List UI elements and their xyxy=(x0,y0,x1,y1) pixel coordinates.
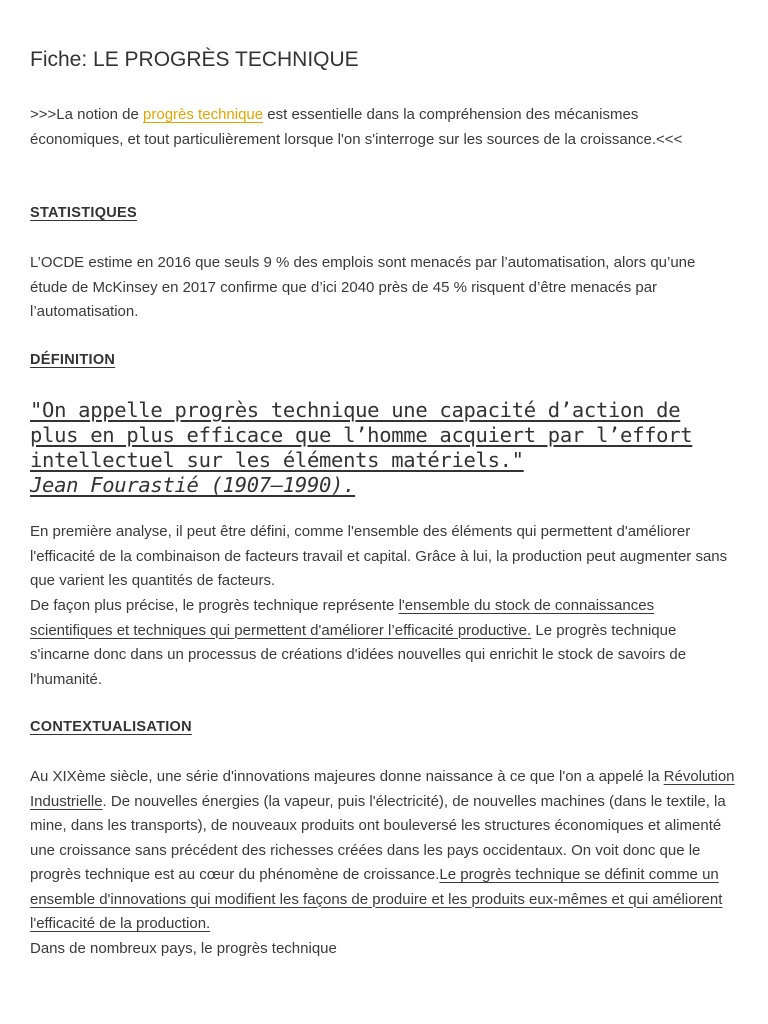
intro-paragraph xyxy=(30,103,735,152)
quote-text: "On appelle progrès technique une capacité d’action de plus en plus efficace que l’homme acquiert par l’effort intellectuel sur les éléments matériels." xyxy=(30,398,693,472)
heading-definition: DÉFINITION xyxy=(30,352,116,368)
contextualisation-paragraph xyxy=(30,765,735,961)
progres-technique-link[interactable]: progrès technique xyxy=(143,106,264,123)
context-prefix: Au XIXème siècle, une série d'innovations majeures donne naissance à ce que l'on a appelé la xyxy=(30,768,664,785)
statistiques-paragraph: L’OCDE estime en 2016 que seuls 9 % des emplois sont menacés par l’automatisation, alors qu’une étude de McKinsey en 2017 confirme que d’ici 2040 près de 45 % risquent d’être menacés par l’automatisation. xyxy=(30,254,696,320)
page-title: Fiche: LE PROGRÈS TECHNIQUE xyxy=(30,48,359,71)
heading-statistiques: STATISTIQUES xyxy=(30,205,137,221)
para2-prefix: De façon plus précise, le progrès technique représente xyxy=(30,597,399,614)
revolution-industrielle-link[interactable]: Révolution Industrielle xyxy=(30,768,735,810)
context-underlined: Le progrès technique se définit comme un ensemble d'innovations qui modifient les façons de produire et les produits eux-mêmes et qui améliorent l'efficacité de la production. xyxy=(30,866,723,932)
context-middle: . De nouvelles énergies (la vapeur, puis l'électricité), de nouvelles machines (dans le textile, la mine, dans les transports), de nouveaux produits ont bouleversé les structures économiques et alimenté une croissance sans précédent des richesses créées dans les pays occidentaux. On voit donc que le progrès technique est au cœur du phénomène de croissance. xyxy=(30,792,726,883)
heading-contextualisation: CONTEXTUALISATION xyxy=(30,719,192,735)
intro-prefix: >>>La notion de xyxy=(30,106,144,123)
para2-underlined: l'ensemble du stock de connaissances scientifiques et techniques qui permettent d'améliorer l’efficacité productive. xyxy=(30,597,655,639)
definition-quote xyxy=(30,398,740,498)
definition-paragraph-1: En première analyse, il peut être défini, comme l'ensemble des éléments qui permettent d'améliorer l'efficacité de la combinaison de facteurs travail et capital. Grâce à lui, la production peut augmenter sans que varient les quantités de facteurs. xyxy=(30,523,728,589)
definition-paragraph-2 xyxy=(30,594,735,692)
quote-author: Jean Fourastié (1907–1990). xyxy=(30,473,356,497)
para2-suffix: Le progrès technique s'incarne donc dans un processus de créations d'idées nouvelles qui enrichit le stock de savoirs de l'humanité. xyxy=(30,621,687,688)
context-last-line: Dans de nombreux pays, le progrès technique xyxy=(30,939,337,957)
intro-suffix: est essentielle dans la compréhension des mécanismes économiques, et tout particulièrement lorsque l'on s'interroge sur les sources de la croissance.<<< xyxy=(30,106,683,148)
